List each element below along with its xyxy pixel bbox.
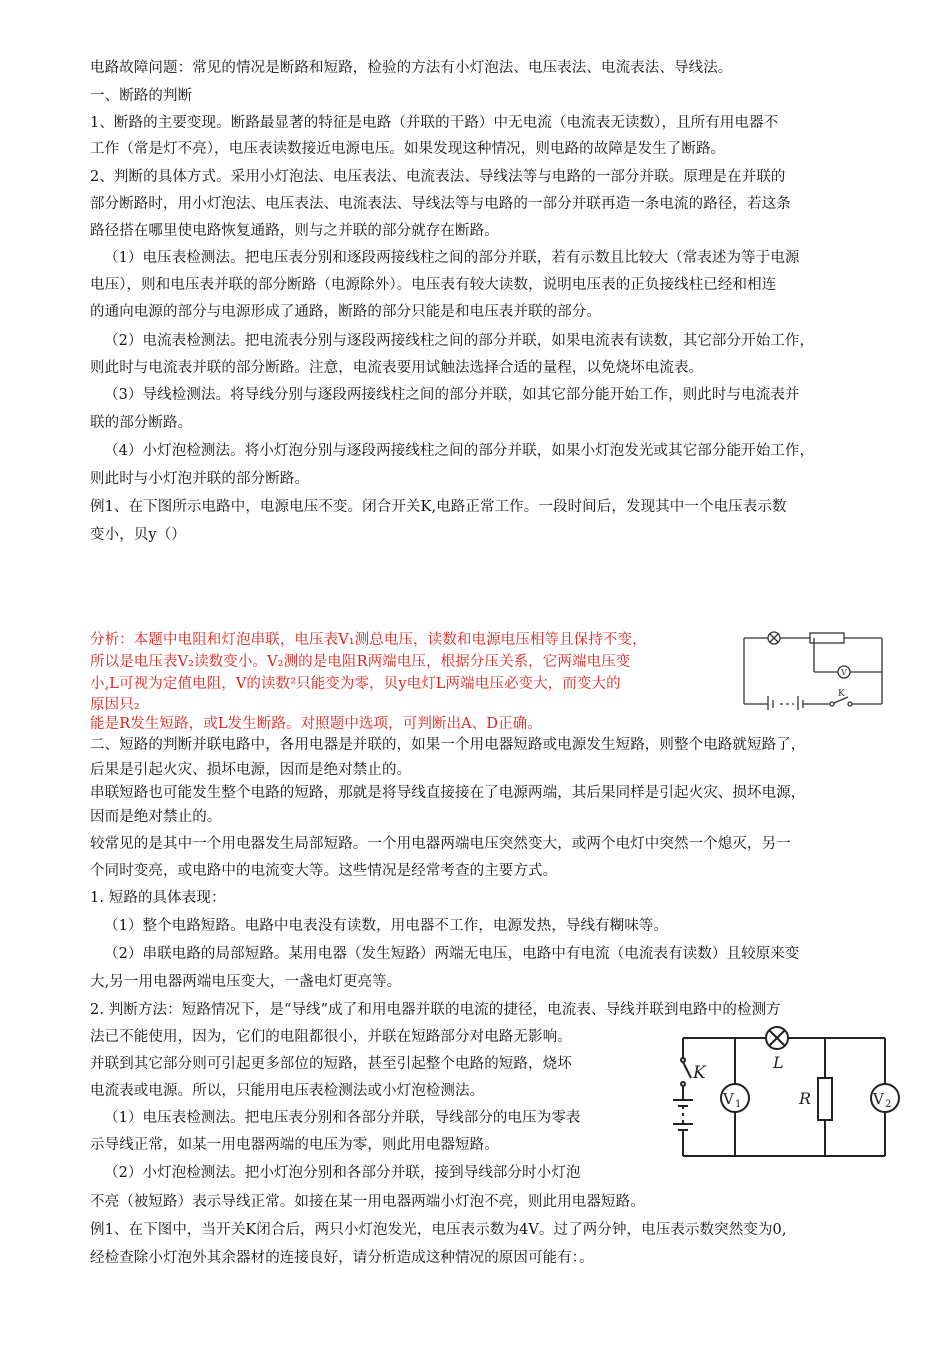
paragraph-line: 部分断路时，用小灯泡法、电压表法、电流表法、导线法等与电路的一部分并联再造一条电流的路径，若这条 xyxy=(90,196,791,212)
paragraph-line: 联的部分断路。 xyxy=(90,415,193,431)
paragraph-line: 法已不能使用，因为，它们的电阻都很小，并联在短路部分对电路无影响。 xyxy=(90,1029,572,1045)
paragraph-line: 电流表或电源。所以，只能用电压表检测法或小灯泡检测法。 xyxy=(90,1083,485,1099)
voltmeter-2-subscript: 2 xyxy=(885,1099,892,1110)
example-1-question: 变小，贝y（） xyxy=(90,527,186,543)
paragraph-line: （2）串联电路的局部短路。某用电器（发生短路）两端无电压，电路中有电流（电流表有读数）且较原来变 xyxy=(104,946,800,962)
paragraph-line: 则此时与电流表并联的部分断路。注意，电流表要用试触法选择合适的量程，以免烧坏电流表。 xyxy=(90,360,704,376)
subheading: 2. 判断方法：短路情况下，是“导线”成了和用电器并联的电流的捷径，电流表、导线并联到电路中的检测方 xyxy=(90,1002,781,1018)
circuit-diagram-1 xyxy=(738,626,890,710)
switch-label: K xyxy=(838,689,845,699)
paragraph-line: （1）电压表检测法。把电压表分别和逐段两接线柱之间的部分并联，若有示数且比较大（常表述为等于电源 xyxy=(104,250,800,266)
paragraph-line: 大,另一用电器两端电压变大，一盏电灯更亮等。 xyxy=(90,974,402,990)
paragraph-line: 不亮（被短路）表示导线正常。如接在某一用电器两端小灯泡不亮，则此用电器短路。 xyxy=(90,1194,645,1210)
paragraph-line: （1）电压表检测法。把电压表分别和各部分并联，导线部分的电压为零表 xyxy=(104,1110,581,1126)
paragraph-line: 较常见的是其中一个用电器发生局部短路。一个用电器两端电压突然变大，或两个电灯中突然一个熄灭，另一 xyxy=(90,836,791,852)
paragraph-line: 示导线正常，如某一用电器两端的电压为零，则此用电器短路。 xyxy=(90,1137,499,1153)
paragraph-line: 后果是引起火灾、损坏电源，因而是绝对禁止的。 xyxy=(90,762,412,778)
paragraph-line: 因而是绝对禁止的。 xyxy=(90,809,222,825)
example-1-question: 例1、在下图所示电路中，电源电压不变。闭合开关K,电路正常工作。一段时间后，发现其中一个电压表示数 xyxy=(90,499,787,515)
intro-line: 电路故障问题：常见的情况是断路和短路，检验的方法有小灯泡法、电压表法、电流表法、导线法。 xyxy=(90,60,733,76)
example-2-question: 例1、在下图中，当开关K闭合后，两只小灯泡发光，电压表示数为4V。过了两分钟，电压表示数突然变为0, xyxy=(90,1222,787,1238)
paragraph-line: 路径搭在哪里使电路恢复通路，则与之并联的部分就存在断路。 xyxy=(90,223,499,239)
circuit-diagram-2 xyxy=(655,1020,915,1170)
paragraph-line: （1）整个电路短路。电路中电表没有读数，用电器不工作，电源发热，导线有糊味等。 xyxy=(104,918,669,934)
voltmeter-2-label: V xyxy=(873,1090,884,1108)
paragraph-line: （4）小灯泡检测法。将小灯泡分别与逐段两接线柱之间的部分并联，如果小灯泡发光或其它部分能开始工作， xyxy=(104,443,815,459)
paragraph-line: 串联短路也可能发生整个电路的短路，那就是将导线直接接在了电源两端，其后果同样是引起火灾、损坏电源， xyxy=(90,785,806,801)
example-2-question: 经检查除小灯泡外其余器材的连接良好，请分析造成这种情况的原因可能有：。 xyxy=(90,1250,594,1266)
paragraph-line: （3）导线检测法。将导线分别与逐段两接线柱之间的部分并联，如其它部分能开始工作，则此时与电流表并 xyxy=(104,387,800,403)
paragraph-line: 并联到其它部分则可引起更多部位的短路，甚至引起整个电路的短路，烧坏 xyxy=(90,1056,572,1072)
section-heading-open-circuit: 一、断路的判断 xyxy=(90,88,193,104)
switch-label: K xyxy=(693,1063,706,1083)
analysis-line: 所以是电压表V₂读数变小。V₂测的是电阻R两端电压，根据分压关系，它两端电压变 xyxy=(90,654,631,670)
paragraph-line: 电压），则和电压表并联的部分断路（电源除外）。电压表有较大读数，说明电压表的正负接线柱已经和相连 xyxy=(90,277,777,293)
voltmeter-1-label: V xyxy=(723,1090,734,1108)
paragraph-line: 工作（常是灯不亮），电压表读数接近电源电压。如果发现这种情况，则电路的故障是发生了断路。 xyxy=(90,141,726,157)
analysis-line: 能是R发生短路，或L发生断路。对照题中选项，可判断出A、D正确。 xyxy=(90,716,542,732)
paragraph-line: （2）小灯泡检测法。把小灯泡分别和各部分并联，接到导线部分时小灯泡 xyxy=(104,1165,581,1181)
analysis-line: 小,L可视为定值电阻，V的读数²只能变为零，贝y电灯L两端电压必变大，而变大的 xyxy=(90,676,621,692)
paragraph-line: 1、断路的主要变现。断路最显著的特征是电路（并联的干路）中无电流（电流表无读数），且所有用电器不 xyxy=(90,115,779,131)
paragraph-line: 则此时与小灯泡并联的部分断路。 xyxy=(90,471,309,487)
paragraph-line: 的通向电源的部分与电源形成了通路，断路的部分只能是和电压表并联的部分。 xyxy=(90,304,601,320)
voltmeter-label: V xyxy=(841,668,847,677)
analysis-line: 分析：本题中电阻和灯泡串联，电压表V₁测总电压，读数和电源电压相等且保持不变， xyxy=(90,632,647,648)
subheading: 1. 短路的具体表现： xyxy=(90,890,226,906)
analysis-line: 原因只₂ xyxy=(90,697,140,713)
paragraph-line: （2）电流表检测法。把电流表分别与逐段两接线柱之间的部分并联，如果电流表有读数，其它部分开始工作， xyxy=(104,333,815,349)
paragraph-line: 2、判断的具体方式。采用小灯泡法、电压表法、电流表法、导线法等与电路的一部分并联。原理是在并联的 xyxy=(90,169,786,185)
paragraph-line: 个同时变亮，或电路中的电流变大等。这些情况是经常考查的主要方式。 xyxy=(90,863,558,879)
resistor-label: R xyxy=(799,1089,812,1108)
lamp-label: L xyxy=(773,1053,784,1072)
section-heading-short-circuit: 二、短路的判断并联电路中，各用电器是并联的，如果一个用电器短路或电源发生短路，则整个电路就短路了， xyxy=(90,737,806,753)
voltmeter-1-subscript: 1 xyxy=(735,1099,742,1110)
